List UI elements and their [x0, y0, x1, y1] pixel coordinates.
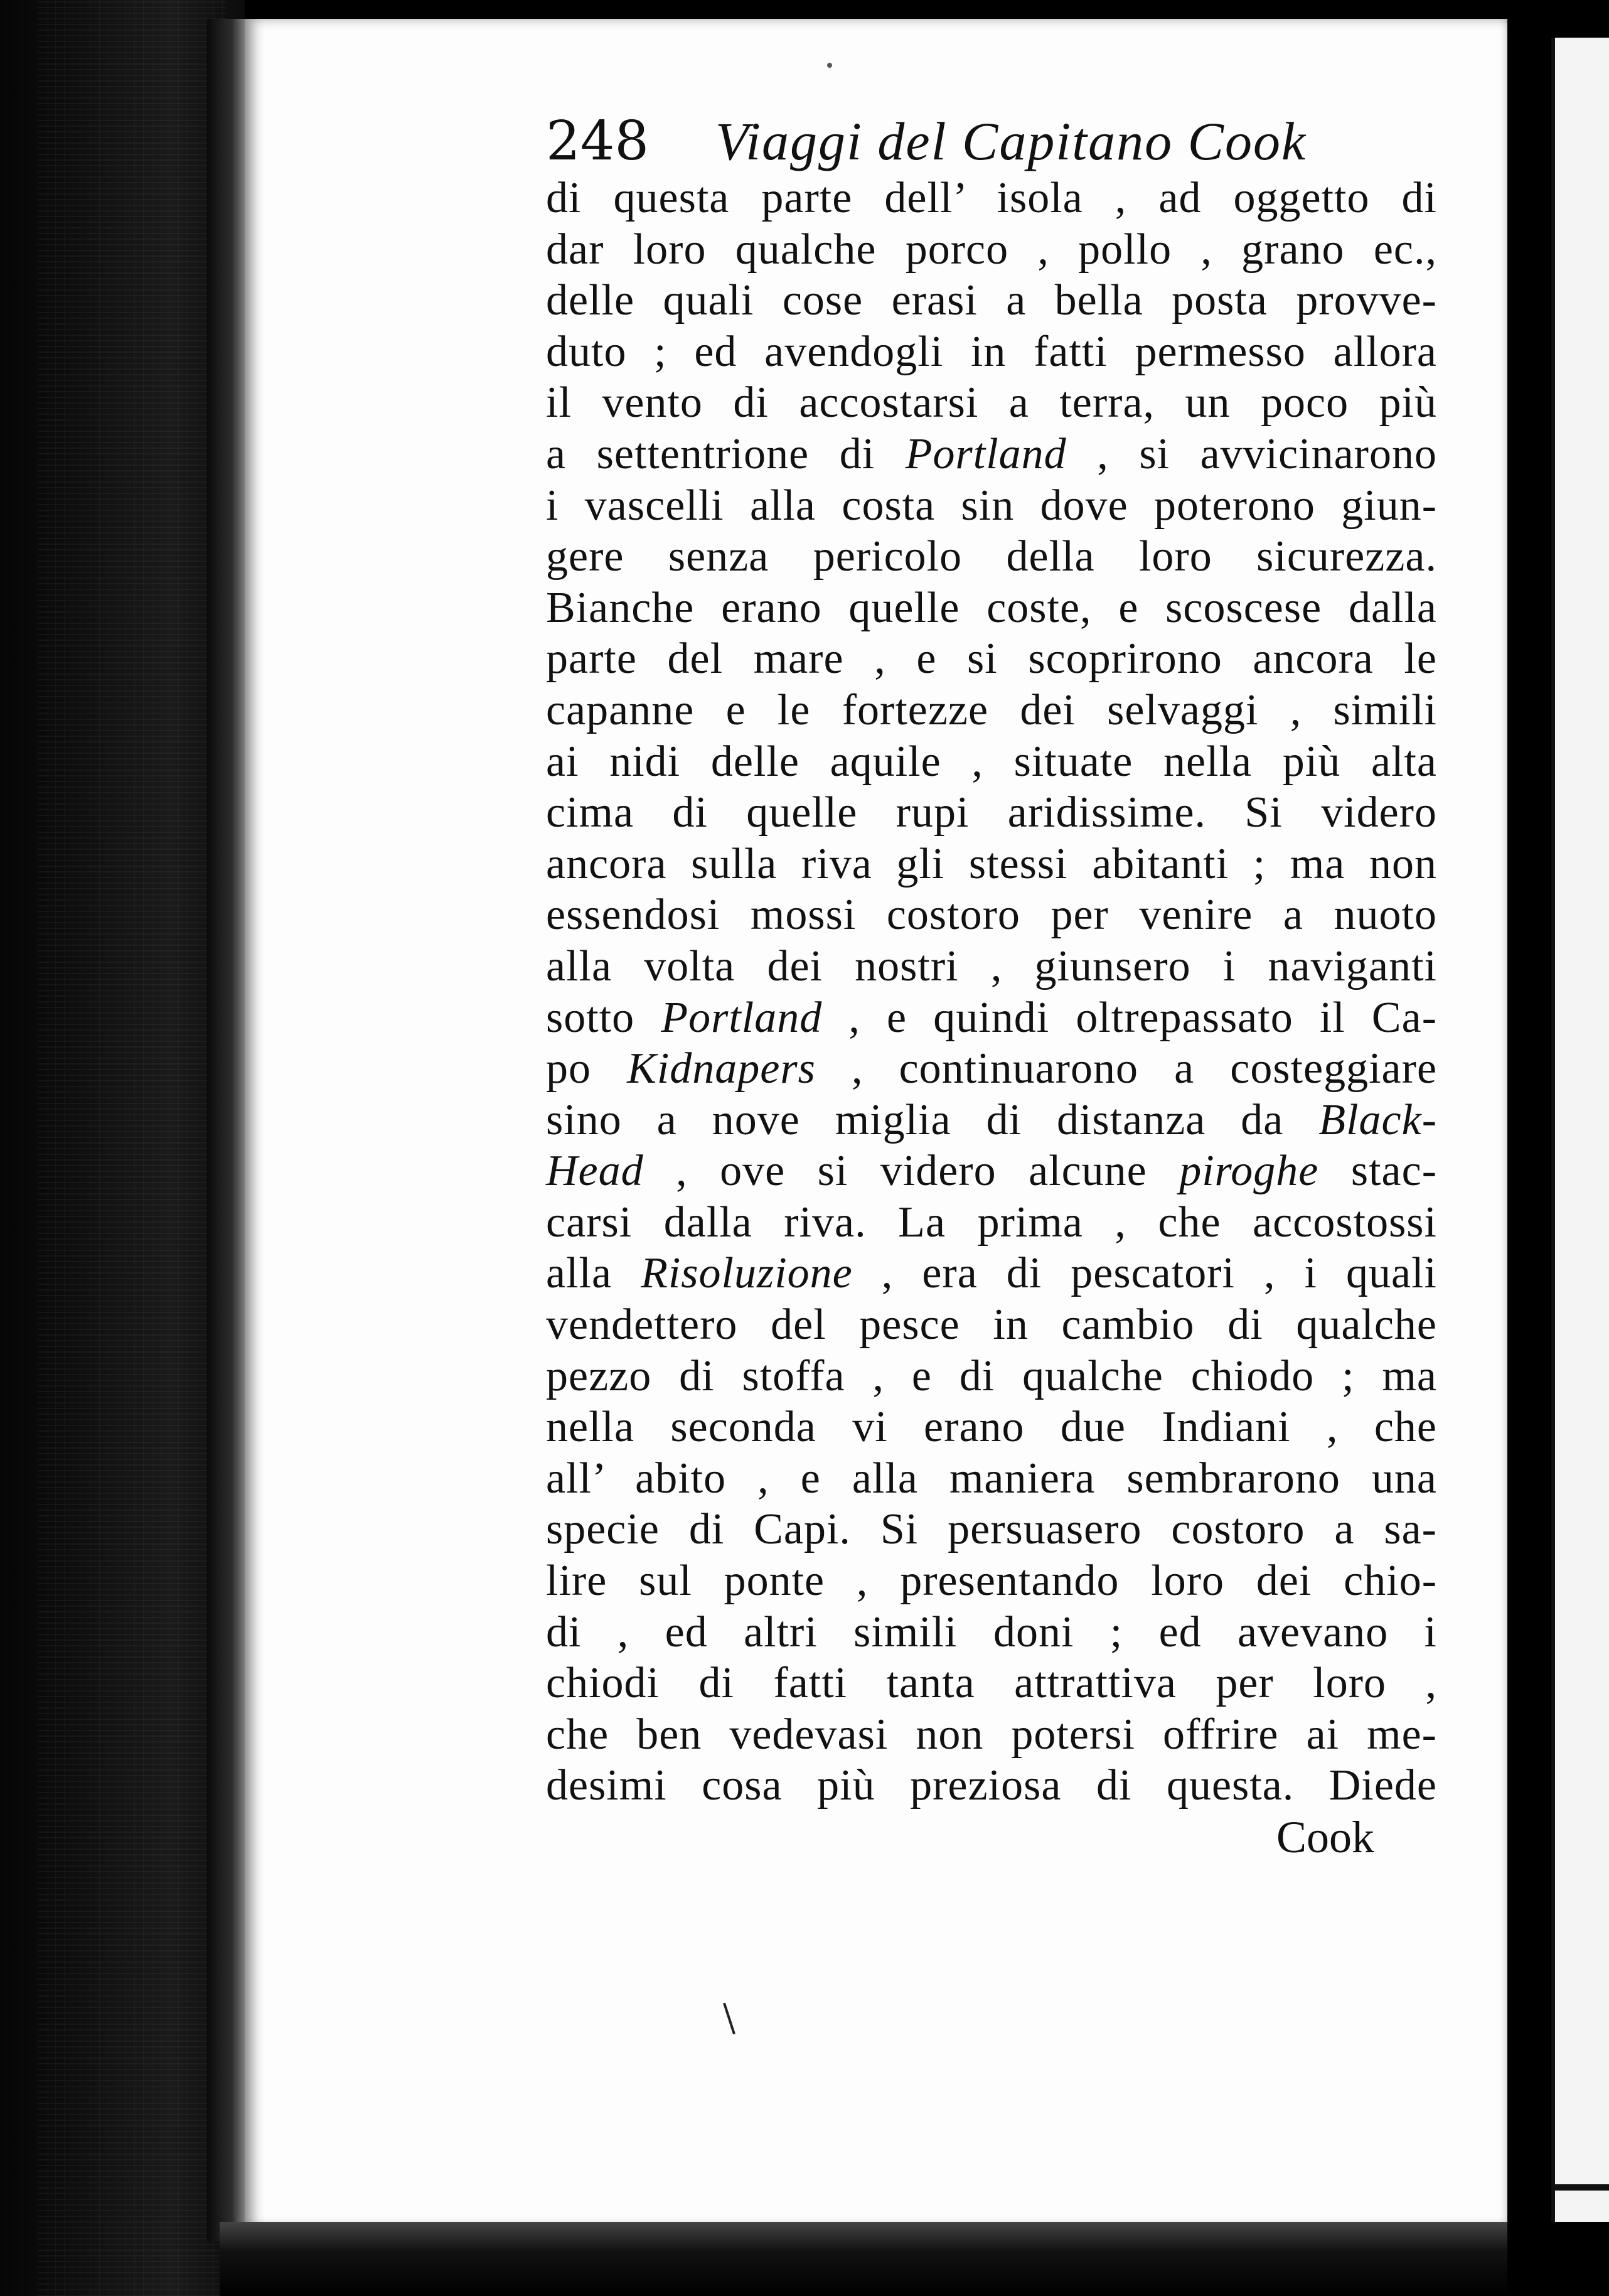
text-line: ai nidi delle aquile , situate nella più alta: [546, 737, 1437, 786]
text-line: desimi cosa più preziosa di questa. Diede: [546, 1761, 1437, 1810]
text-line: vendettero del pesce in cambio di qualche: [546, 1301, 1437, 1349]
text-line: Head , ove si videro alcune piroghe stac-: [546, 1147, 1438, 1196]
text-line: che ben vedevasi non potersi offrire ai me-: [546, 1710, 1437, 1759]
adjacent-page-rule: [1551, 2184, 1609, 2191]
text-line: essendosi mossi costoro per venire a nuoto: [546, 891, 1437, 940]
text-line: alla volta dei nostri , giunsero i naviganti: [546, 941, 1437, 990]
page-number: 248: [546, 110, 649, 173]
text-line: specie di Capi. Si persuasero costoro a sa-: [546, 1505, 1437, 1554]
text-line: Bianche erano quelle coste, e scoscese dalla: [546, 583, 1437, 632]
adjacent-page-sliver: [1551, 38, 1609, 2222]
running-head: [546, 110, 1437, 173]
text-line: di questa parte dell’ isola , ad oggetto di: [546, 174, 1437, 222]
text-line: alla Risoluzione , era di pescatori , i quali: [546, 1249, 1437, 1298]
page-bottom-shadow: [220, 2222, 1519, 2296]
text-line: parte del mare , e si scoprirono ancora le: [546, 635, 1437, 684]
text-line: chiodi di fatti tanta attrattiva per loro ,: [546, 1659, 1437, 1708]
text-line: gere senza pericolo della loro sicurezza.: [546, 532, 1437, 581]
right-page-divider: [1507, 0, 1551, 2296]
running-title: Viaggi del Capitano Cook: [715, 111, 1307, 171]
text-line: i vascelli alla costa sin dove poterono giun-: [546, 481, 1437, 530]
page-text-block: [546, 110, 1437, 1863]
text-line: carsi dalla riva. La prima , che accostossi: [546, 1198, 1437, 1247]
catchword: Cook: [1276, 1812, 1374, 1862]
text-line: il vento di accostarsi a terra, un poco più: [546, 378, 1437, 427]
text-line: sino a nove miglia di distanza da Black-: [546, 1095, 1437, 1144]
text-line: pezzo di stoffa , e di qualche chiodo ; ma: [546, 1351, 1437, 1400]
paper-speck: [827, 63, 832, 68]
text-line: all’ abito , e alla maniera sembrarono una: [546, 1454, 1437, 1503]
text-line: duto ; ed avendogli in fatti permesso allora: [546, 327, 1437, 376]
text-line: po Kidnapers , continuarono a costeggiare: [546, 1044, 1438, 1093]
body-text: [546, 173, 1437, 1811]
text-line: capanne e le fortezze dei selvaggi , simili: [546, 685, 1437, 734]
text-line: dar loro qualche porco , pollo , grano ec.,: [546, 225, 1437, 274]
text-line: a settentrione di Portland , si avvicinarono: [546, 429, 1437, 478]
text-line: cima di quelle rupi aridissime. Si videro: [546, 788, 1437, 837]
binding-texture: [38, 0, 226, 2296]
text-line: nella seconda vi erano due Indiani , che: [546, 1403, 1437, 1452]
text-line: delle quali cose erasi a bella posta provve-: [546, 276, 1437, 325]
text-line: di , ed altri simili doni ; ed avevano i: [546, 1607, 1437, 1656]
text-line: ancora sulla riva gli stessi abitanti ; ma non: [546, 839, 1437, 888]
text-line: sotto Portland , e quindi oltrepassato il Ca-: [546, 993, 1438, 1042]
text-line: lire sul ponte , presentando loro dei chio-: [546, 1557, 1437, 1606]
